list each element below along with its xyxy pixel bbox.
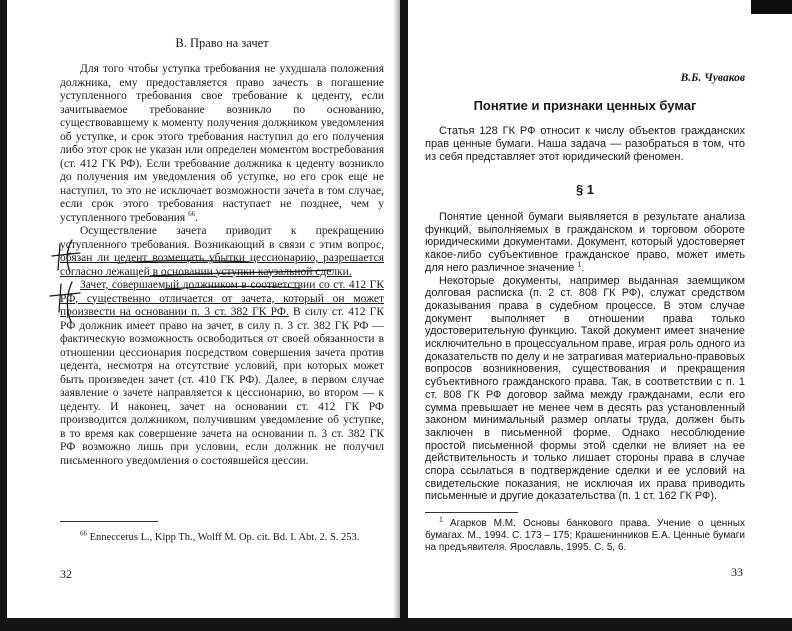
left-page <box>60 36 384 468</box>
page-number: 32 <box>60 567 72 581</box>
footnote-divider <box>60 521 158 522</box>
footnote <box>60 529 384 544</box>
footnote-divider <box>425 512 518 513</box>
right-page <box>425 72 745 503</box>
footnote <box>425 518 745 554</box>
article-author: В.Б. Чуваков <box>680 72 745 84</box>
paragraph <box>60 279 384 468</box>
article-abstract: Статья 128 ГК РФ относит к числу объектов гражданских прав ценные бумаги. Наша задача — разобраться в том, что из себя представляет этот юридический феномен. <box>425 125 745 163</box>
book-gutter <box>400 0 408 631</box>
paragraph-text: Осуществление зачета приводит к прекращению уступленного требования. Возникающий в связи с этим вопрос, <box>60 225 384 251</box>
page-number: 33 <box>731 565 743 579</box>
footnote-number: 1 <box>439 516 443 524</box>
section-heading: § 1 <box>575 182 595 197</box>
paragraph-text: В силу ст. 412 ГК РФ должник имеет право на зачет, в силу п. 3 ст. 382 ГК РФ — фактическую возможность освободиться от своей обязанности в отношении цессионария посредством совершения зачета против цедента, несмотря на отсутствие условий, при которых может быть произведен зачет (ст. 410 ГК РФ). Далее, в первом случае заявление о зачете направляется к цессионарию, во втором — к цеденту. И наконец, зачет на основании ст. 412 ГК РФ производится должником, получившим уведомление об уступке, в то время как совершение зачета на основании п. 3 ст. 382 ГК РФ возможно лишь при условии, если должник не получил письменного уведомления о состоявшейся цессии. <box>60 306 384 467</box>
paragraph: Понятие ценной бумаги выявляется в результате анализа функций, выполняемых в гражданском и торговом обороте юридическими документами. Документ, который удостоверяет какое-либо субъективное гражданское право, может иметь для него различное значение $^1$. <box>425 211 745 274</box>
footnote-ref: 66 <box>188 209 196 218</box>
article-title: Понятие и признаки ценных бумаг <box>473 98 697 113</box>
paragraph-text: Понятие ценной бумаги выявляется в результате анализа функций, выполняемых в гражданском и торговом обороте юридическими документами. Документ, который удостоверяет какое-либо субъективное гражданское право, может иметь для него различное значение <box>425 211 745 274</box>
running-head: В. Право на зачет <box>175 36 269 50</box>
paragraph: Некоторые документы, например выданная заемщиком долговая расписка (п. 2 ст. 808 ГК РФ), служат средством доказывания права в судебном процессе. В этом случае документ выполняет в отношении права только удостоверительную функцию. Такой документ имеет значение исключительно в процессуальном праве, играя роль одного из доказательств по делу и не затрагивая материально-правовых вопросов возникновения, существования и прекращения субъективного гражданского права. Так, в соответствии с п. 1 ст. 808 ГК РФ договор займа между гражданами, если его сумма превышает не менее чем в десять раз установленный законом минимальный размер оплаты труда, должен быть заключен в письменной форме. Однако несоблюдение простой письменной формы этой сделки не влияет на ее действительность и только лишает стороны права в случае спора ссылаться в подтверждение сделки и ее условий на свидетельские показания, не исключая их права приводить письменные и другие доказательства (п. 1 ст. 162 ГК РФ). <box>425 274 745 503</box>
paragraph: Для того чтобы уступка требования не ухудшала положения должника, ему предоставляется право зачесть в погашение уступленного требования свое требование к цеденту, если зачитываемое требование возникло по основанию, существовавшему к моменту получения должником уведомления об уступке, и срок этого требования наступил до его получения либо этот срок не указан или определен моментом востребования (ст. 412 ГК РФ). Если требование должника к цеденту возникло до получения им уведомления об уступке, но его срок еще не наступил, то это не исключает возможности зачета в том случае, если срок этого требования наступает не позднее, чем у уступленного требования $^{66}$. <box>60 63 384 224</box>
paragraph <box>60 225 384 279</box>
scan-corner-mark <box>751 0 792 14</box>
footnote-number: 66 <box>80 529 87 538</box>
underlined-passage: обязан ли цедент возмещать убытки цессионарию, разрешается согласно лежащей в основании уступки каузальной сделки. <box>60 252 384 278</box>
gutter-shadow <box>393 0 400 631</box>
scan-bottom-edge <box>0 618 792 631</box>
underlined-passage: Зачет, совершаемый должником в соответствии со ст. 412 ГК РФ, существенно отличается от зачета, который он может произвести на основании п. 3 ст. 382 ГК РФ. <box>60 279 384 318</box>
footnote-text: Агарков М.М. Основы банкового права. Учение о ценных бумагах. М., 1994. С. 173 – 175; Крашенинников Е.А. Ценные бумаги на предъявителя. Ярославль, 1995. С. 5, 6. <box>425 518 745 553</box>
scan-left-edge <box>0 0 7 631</box>
footnote-ref: 1 <box>577 261 582 269</box>
footnote-text: Enneccerus L., Kipp Th., Wolff M. Op. cit. Bd. I. Abt. 2. S. 253. <box>89 532 360 543</box>
paragraph-text: Для того чтобы уступка требования не ухудшала положения должника, ему предоставляется право зачесть в погашение уступленного требования свое требование к цеденту, если зачитываемое требование возникло по основанию, существовавшему к моменту получения должником уведомления об уступке, и срок этого требования наступил до его получения либо этот срок не указан или определен моментом востребования (ст. 412 ГК РФ). Если требование должника к цеденту возникло до получения им уведомления об уступке, но его срок еще не наступил, то это не исключает возможности зачета в том случае, если срок этого требования наступает не позднее, чем у уступленного требования <box>60 63 384 224</box>
